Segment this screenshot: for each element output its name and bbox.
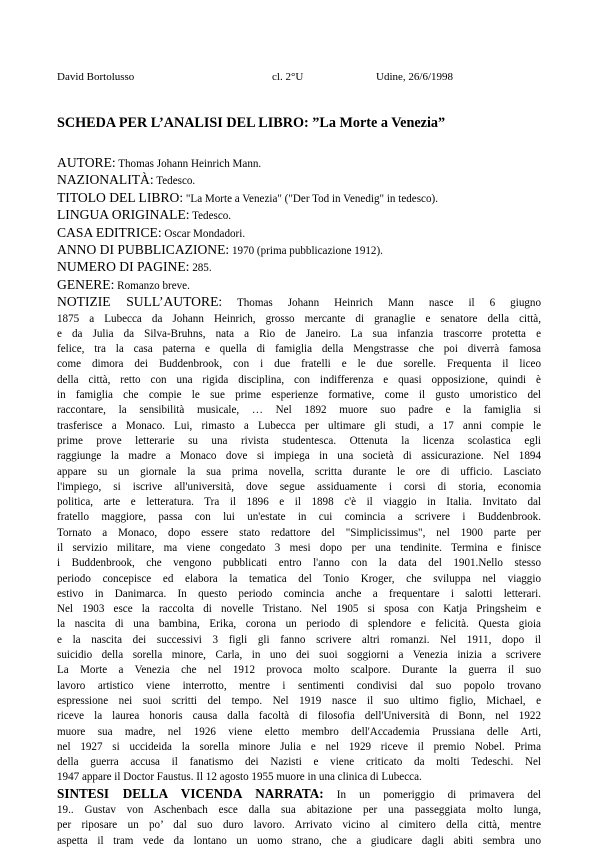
notizie-line: l'impiego, si iscrive all'università, dove segue assiduamente i corsi di storia, economia [57,480,541,493]
notizie-line: la nascita di una bambina, Erika, corona un periodo di splendore e felicità. Questa gioia [57,618,541,631]
field-value: Tedesco. [156,175,196,188]
field-label: LINGUA ORIGINALE: [57,207,190,223]
notizie-line: come dimora dei Buddenbrook, con i due fratelli e le due sorelle. Frequenta il liceo [57,358,541,371]
notizie-line: e la nascita dei successivi 3 figli gli fanno scrivere altri romanzi. Nel 1911, dopo il [57,633,541,646]
field-value: 1970 (prima pubblicazione 1912). [231,245,383,258]
field-titolo [57,190,541,207]
field-value: "La Morte a Venezia" ("Der Tod in Venedig" in tedesco). [185,192,438,205]
plot-summary [57,786,541,849]
notizie-line: Tornato a Monaco, dopo essere stato redattore del "Simplicissimus", nel 1900 parte per [57,526,541,539]
field-label: NAZIONALITÀ: [57,172,154,188]
notizie-line: NOTIZIE SULL’AUTORE: Thomas Johann Heinrich Mann nasce il 6 giugno [57,294,542,310]
field-casa-editrice [57,225,541,242]
notizie-line: Nel 1903 esce la raccolta di novelle Tristano. Nel 1905 si sposa con Katja Pringsheim e [57,603,541,616]
field-lingua [57,207,541,224]
notizie-line: estivo in Danimarca. In questo periodo comincia anche a frequentare i salotti letterari. [57,587,541,600]
notizie-line: La Morte a Venezia che nel 1912 provoca molto scalpore. Durante la guerra il suo [57,664,541,677]
notizie-line: prime prove letterarie su una rivista studentesca. Ottenuta la licenza scolastica egli [57,434,541,447]
field-value: Tedesco. [192,210,232,223]
field-value: Thomas Johann Heinrich Mann. [118,158,262,170]
document-title: SCHEDA PER L’ANALISI DEL LIBRO: ”La Morte a Venezia” [57,115,446,131]
notizie-line: nel 1927 si uccideida la sorella minore Julia e nel 1929 riceve il premio Nobel. Prima [57,740,541,753]
sintesi-line: aspetta il tram vede da lontano un uomo strano, che a giudicare dagli abiti sembra uno [57,834,541,847]
author-notes [57,294,541,786]
sintesi-line: SINTESI DELLA VICENDA NARRATA: In un pomeriggio di primavera del [57,785,541,801]
student-name: David Bortolusso [57,71,135,83]
field-autore [57,155,541,172]
field-nazionalita [57,172,541,189]
place-date: Udine, 26/6/1998 [376,71,453,83]
notizie-line: politica, arte e letteratura. Tra il 1896 e il 1898 c'è il viaggio in Italia. Invitato dal [57,496,541,509]
notizie-line: trasferisce a Monaco. Lui, rimasto a Lubecca per ultimare gli studi, a 17 anni compie le [57,419,541,432]
book-info-fields [57,155,541,849]
notizie-line: suicidio della sorella minore, Carla, in uno dei suoi soggiorni a Venezia inizia a scrivere [57,649,541,662]
field-label: ANNO DI PUBBLICAZIONE: [57,242,230,258]
field-anno [57,242,541,259]
notizie-line: fratello maggiore, passa con lui un'estate in cui comincia a scrivere i Buddenbrook. [57,511,541,524]
notizie-label: NOTIZIE SULL’AUTORE: [57,294,223,310]
notizie-line: il servizio militare, ma viene congedato 3 mesi dopo per una tendinite. Termina e finisce [57,542,541,554]
field-value: Romanzo breve. [117,279,190,292]
notizie-line: felice, tra la casa paterna e quella di famiglia della Mengstrasse che poi diverrà famosa [57,343,541,356]
notizie-line: appare su un giornale la sua prima novella, scritta durante le ore di ufficio. Lasciato [57,465,541,478]
notizie-line: i Buddenbrook, che vengono pubblicati entro l'anno con la data del 1901.Nello stesso [57,557,541,570]
notizie-line: muore sua madre, nel 1926 viene eletto membro dell'Accademia Prussiana delle Arti, [57,725,541,738]
notizie-line: raccontare, la sensibilità musicale, … Nel 1892 muore suo padre e la famiglia si [57,404,541,417]
sintesi-line: 19.. Gustav von Aschenbach esce dalla sua abitazione per una passeggiata molto lunga, [57,804,541,817]
notizie-line: riceve la laurea honoris causa dalla facoltà di filosofia dell'Università di Bonn, nel 1922 [57,710,541,723]
notizie-line: 1875 a Lubecca da Johann Heinrich, grosso mercante di granaglie e senatore della città, [57,312,541,325]
notizie-line: espressione nei suoi scritti del tempo. Nel 1919 nasce il suo ultimo figlio, Michael, e [57,694,541,707]
field-value: 285. [192,262,212,275]
notizie-line: raggiunge la madre a Monaco dove si impiega in una società di assicurazione. Nel 1894 [57,450,541,463]
notizie-line: della guerra accusa il fanatismo dei Nazisti e viene criticato da molti Tedeschi. Nel [57,756,541,769]
sintesi-label: SINTESI DELLA VICENDA NARRATA: [57,785,324,801]
notizie-line: in famiglia che compie le sue prime esperienze formative, come il gusto umoristico del [57,389,541,402]
notizie-line: lavoro artistico viene interrotto, mentre i sentimenti condivisi dal suo popolo trovano [57,679,541,692]
field-label: CASA EDITRICE: [57,224,162,240]
notizie-line: periodo concepisce ed elabora la tematica del Tonio Kroger, che sviluppa nel viaggio [57,572,541,585]
field-label: NUMERO DI PAGINE: [57,259,190,275]
sintesi-line: per riposare un po’ dal suo duro lavoro. Arrivato vicino al cimitero della città, mentre [57,819,541,832]
class-label: cl. 2°U [272,71,304,83]
field-label: AUTORE: [57,155,116,170]
field-pagine [57,259,541,276]
notizie-line: 1947 appare il Doctor Faustus. Il 12 agosto 1955 muore in una clinica di Lubecca. [57,771,422,784]
field-label: TITOLO DEL LIBRO: [57,189,184,205]
notizie-line: della città, retto con una rigida disciplina, con indifferenza e quasi opposizione, quindi è [57,373,541,386]
field-label: GENERE: [57,276,115,292]
notizie-line: e da Julia da Silva-Bruhns, nata a Rio de Janeiro. La sua infanzia trascorre protetta e [57,327,541,340]
field-value: Oscar Mondadori. [164,227,246,240]
field-genere [57,277,541,294]
